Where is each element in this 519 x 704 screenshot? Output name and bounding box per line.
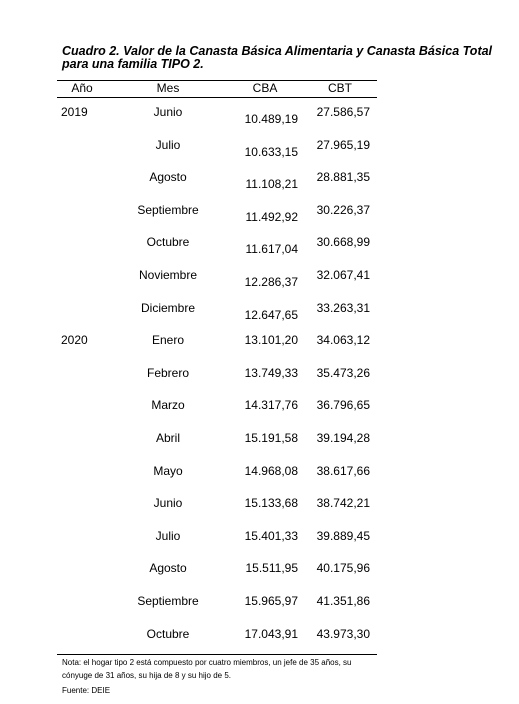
- cell-month: Noviembre: [138, 268, 198, 282]
- cell-cbt: 33.263,31: [316, 300, 370, 315]
- cell-month: Julio: [155, 137, 181, 152]
- table-row: [0, 332, 519, 352]
- table-row: [0, 267, 519, 287]
- cell-cbt: 34.063,12: [316, 333, 370, 348]
- cell-month: Diciembre: [140, 300, 195, 315]
- cell-month: Enero: [151, 333, 185, 348]
- cell-cba: 15.401,33: [244, 528, 298, 543]
- cell-cba: 11.108,21: [245, 177, 298, 192]
- cell-month: Febrero: [146, 365, 190, 380]
- table-row: [0, 137, 519, 157]
- table-row: [0, 495, 519, 515]
- cell-month: Junio: [153, 105, 183, 119]
- cell-month: Octubre: [146, 626, 190, 641]
- cell-month: Abril: [155, 431, 180, 445]
- cell-cbt: 39.194,28: [316, 431, 370, 445]
- table-row: [0, 104, 519, 124]
- cell-month: Octubre: [146, 235, 190, 250]
- table-row: [0, 202, 519, 222]
- cell-month: Agosto: [149, 561, 187, 576]
- table-title: Cuadro 2. Valor de la Canasta Básica Alimentaria y Canasta Básica Total para una familia TIPO 2.: [62, 44, 493, 71]
- cell-cbt: 40.175,96: [316, 561, 370, 576]
- cell-cbt: 36.796,65: [316, 398, 370, 413]
- cell-month: Septiembre: [137, 202, 199, 217]
- table-row: [0, 626, 519, 646]
- cell-cba: 11.492,92: [245, 209, 298, 224]
- table-row: [0, 593, 519, 613]
- cell-cbt: 35.473,26: [316, 365, 370, 380]
- table-note: Nota: el hogar tipo 2 está compuesto por cuatro miembros, un jefe de 35 años, su cónyuge de 31 años, su hija de 8 y su hijo de 5.: [62, 658, 352, 680]
- cell-cbt: 28.881,35: [316, 170, 370, 185]
- cell-cba: 10.489,19: [244, 112, 298, 126]
- cell-cba: 17.043,91: [244, 626, 298, 641]
- cell-cba: 15.191,58: [244, 431, 298, 445]
- cell-cbt: 41.351,86: [316, 594, 370, 608]
- cell-cba: 12.647,65: [244, 307, 298, 322]
- table-row: [0, 430, 519, 450]
- table-row: [0, 300, 519, 320]
- cell-year: 2020: [61, 333, 88, 348]
- cell-cbt: 32.067,41: [316, 268, 370, 282]
- table-row: [0, 169, 519, 192]
- cell-cba: 13.749,33: [244, 365, 298, 380]
- column-header-month: Mes: [156, 81, 180, 95]
- cell-cba: 14.317,76: [244, 398, 298, 413]
- table-bottom-rule: [57, 654, 377, 655]
- cell-cba: 15.133,68: [244, 496, 298, 511]
- cell-cba: 11.617,04: [245, 242, 298, 257]
- cell-cbt: 38.617,66: [316, 463, 370, 478]
- cell-month: Junio: [153, 496, 183, 511]
- column-header-cba: CBA: [252, 81, 278, 95]
- cell-month: Mayo: [153, 463, 183, 478]
- cell-cba: 15.965,97: [244, 594, 298, 608]
- table-row: [0, 397, 519, 417]
- table-row: [0, 365, 519, 385]
- table-row: [0, 560, 519, 580]
- cell-cbt: 30.668,99: [316, 235, 370, 250]
- table-row: [0, 463, 519, 483]
- cell-cbt: 27.586,57: [316, 105, 370, 119]
- cell-cba: 10.633,15: [244, 144, 298, 159]
- column-header-cbt: CBT: [328, 81, 352, 95]
- table-row: [0, 234, 519, 257]
- cell-year: 2019: [61, 105, 88, 119]
- cell-cbt: 30.226,37: [316, 202, 370, 217]
- table-source: Fuente: DEIE: [62, 686, 111, 695]
- cell-cbt: 27.965,19: [316, 137, 370, 152]
- cell-cba: 13.101,20: [244, 333, 298, 348]
- cell-cbt: 43.973,30: [316, 626, 370, 641]
- cell-month: Julio: [155, 528, 181, 543]
- table-row: [0, 528, 519, 548]
- cell-cba: 15.511,95: [245, 561, 298, 576]
- cell-cba: 12.286,37: [244, 275, 298, 289]
- cell-cbt: 38.742,21: [316, 496, 370, 511]
- cell-cba: 14.968,08: [244, 463, 298, 478]
- cell-cbt: 39.889,45: [316, 528, 370, 543]
- column-header-year: Año: [71, 81, 93, 95]
- cell-month: Agosto: [149, 170, 187, 185]
- cell-month: Marzo: [151, 398, 185, 413]
- cell-month: Septiembre: [137, 594, 199, 608]
